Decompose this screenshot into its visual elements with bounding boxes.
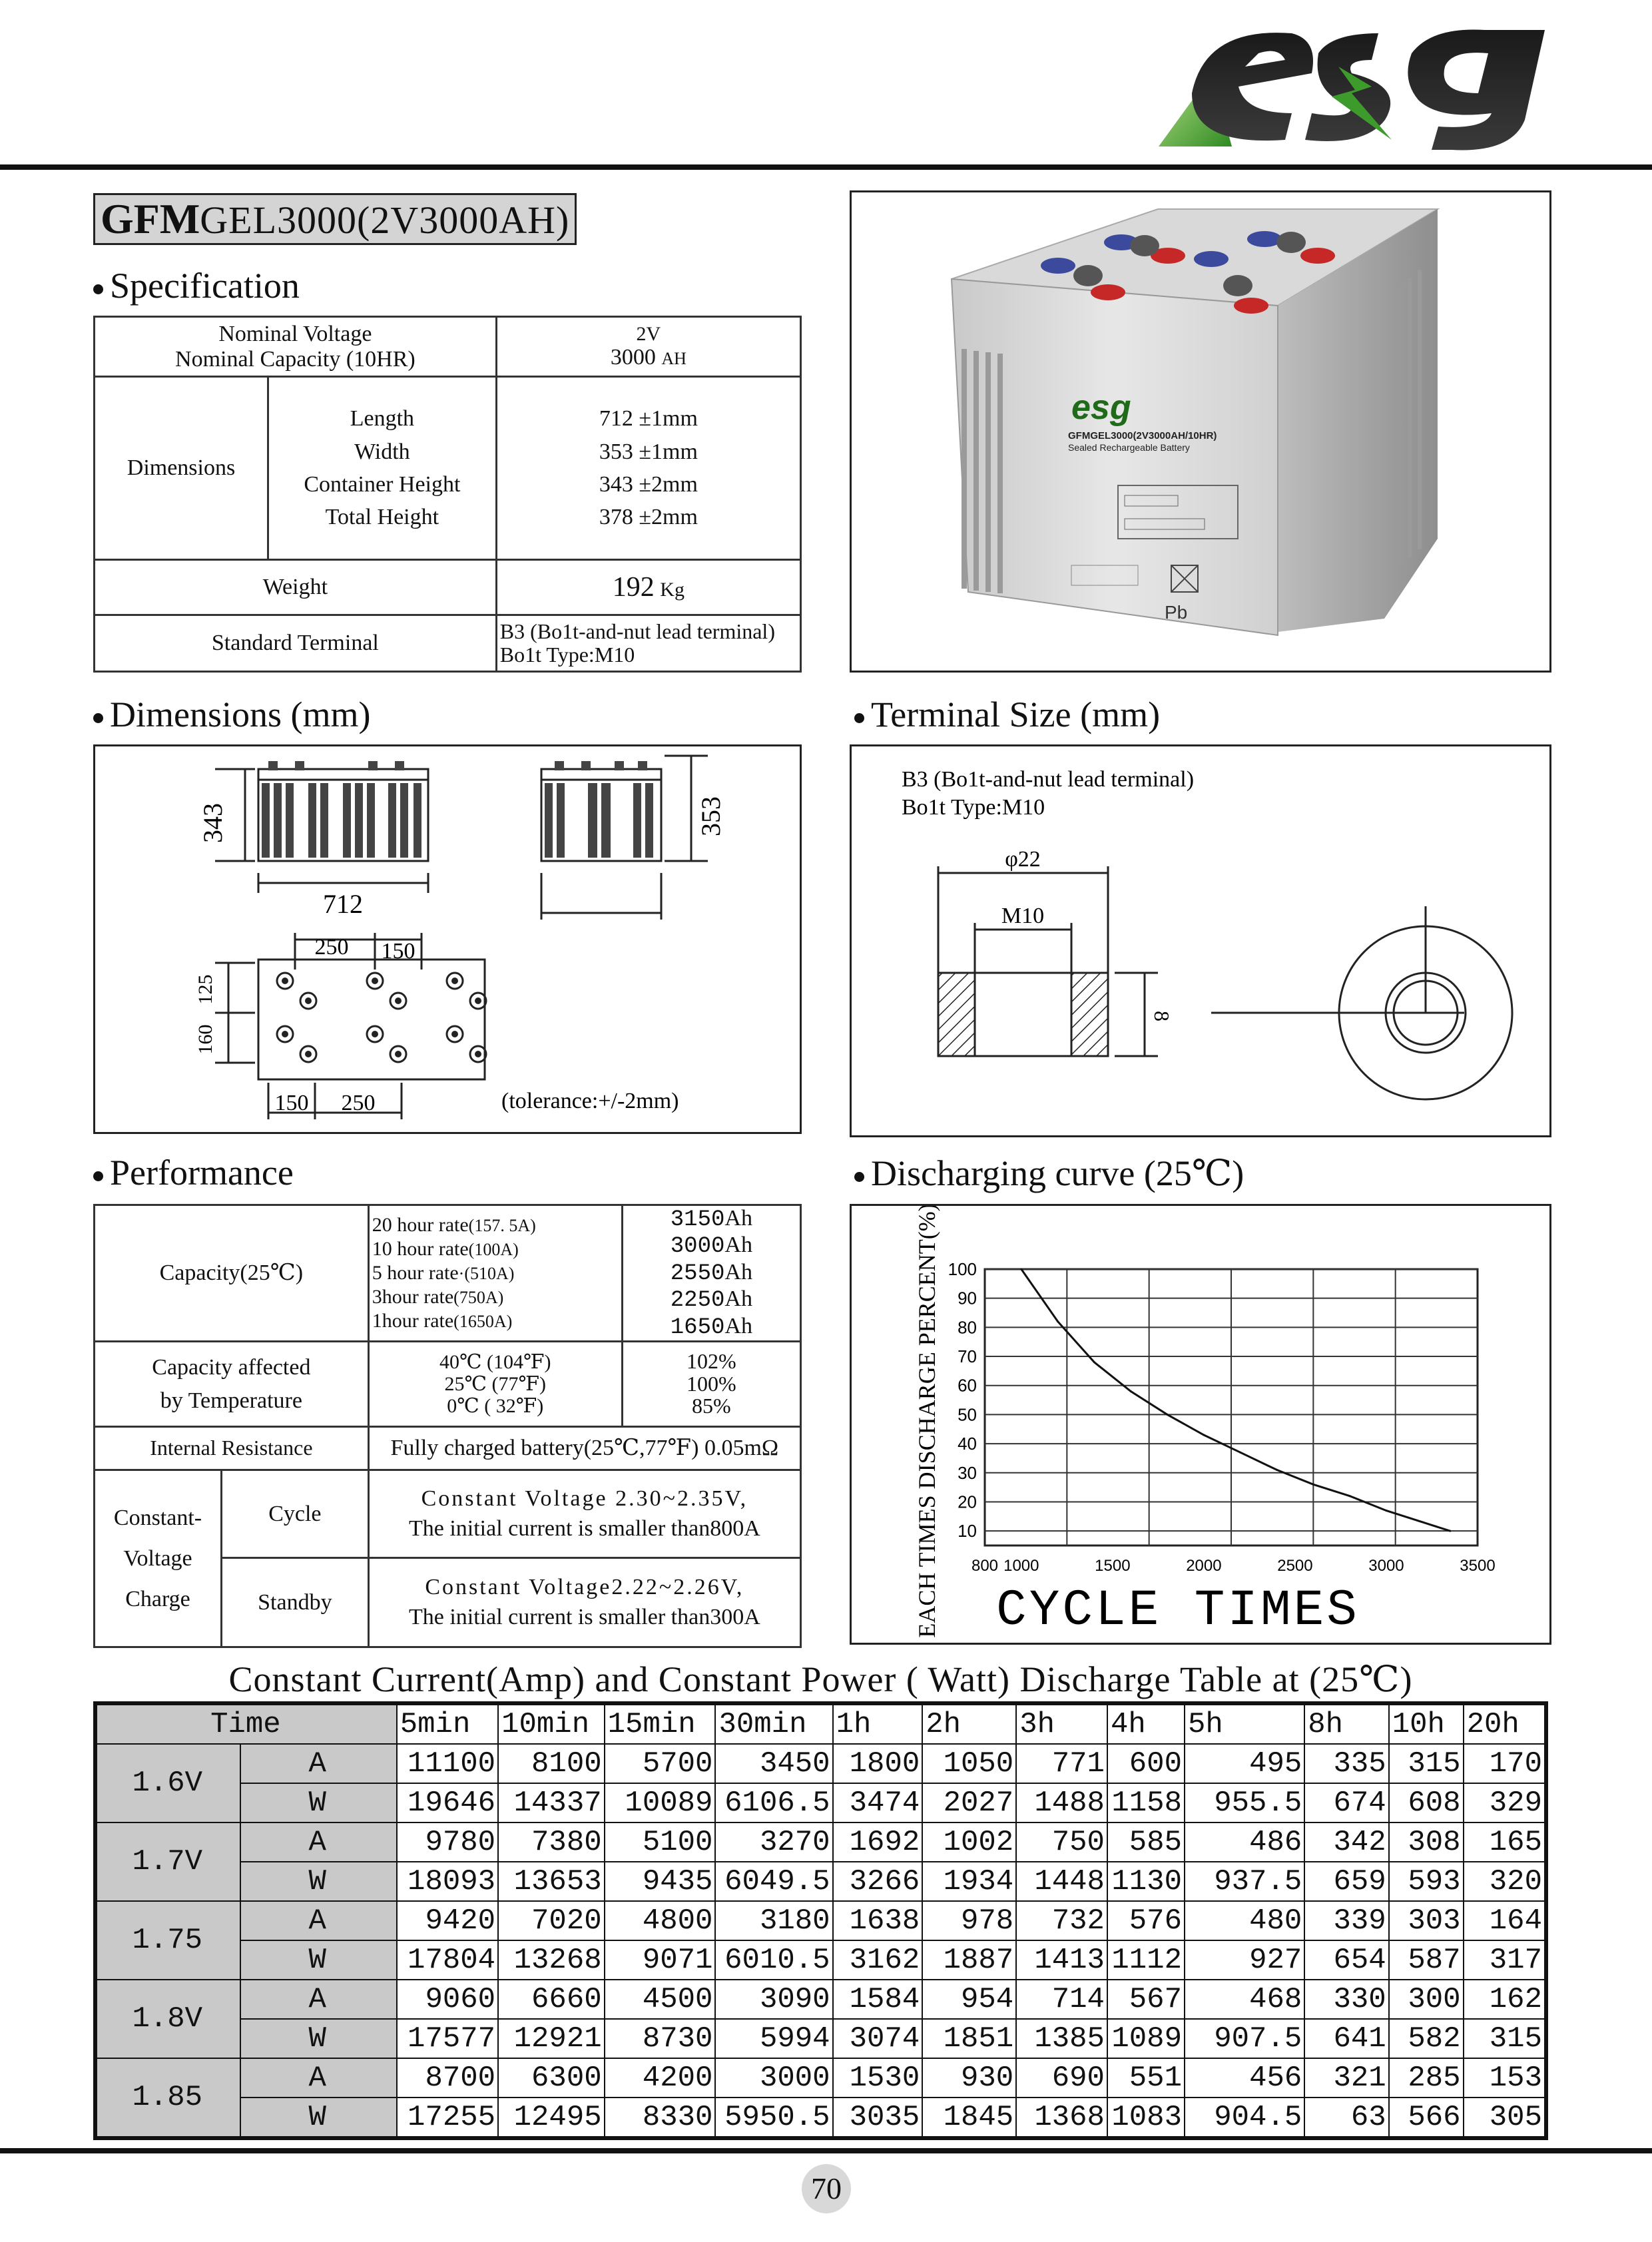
value-cell: 4200 (605, 2058, 716, 2098)
table-row (95, 2098, 1546, 2138)
series-line (1021, 1269, 1450, 1531)
dim-left-a: 125 (194, 974, 216, 1005)
value-cell: 1887 (922, 1940, 1016, 1980)
value-cell: 3180 (715, 1901, 832, 1940)
series-point (1312, 1484, 1314, 1486)
value-cell: 3090 (715, 1980, 832, 2019)
value-cell: 954 (922, 1980, 1016, 2019)
value-cell: 608 (1389, 1783, 1464, 1822)
value-cell: 13653 (498, 1862, 605, 1901)
table-row (95, 1901, 1546, 1940)
terminal-value: B3 (Bo1t-and-nut lead terminal) Bo1t Type:M10 (496, 615, 800, 672)
value-cell: 593 (1389, 1862, 1464, 1901)
value-cell: 937.5 (1185, 1862, 1304, 1901)
table-row (95, 1822, 1546, 1862)
value-cell: 7380 (498, 1822, 605, 1862)
value-cell: 317 (1464, 1940, 1546, 1980)
series-point (1203, 1434, 1205, 1436)
value-cell: 1530 (833, 2058, 923, 2098)
value-cell: 162 (1464, 1980, 1546, 2019)
value-cell: 330 (1304, 1980, 1388, 2019)
table-row (95, 1783, 1546, 1822)
voltage-cell: 1.7V (95, 1822, 240, 1901)
value-cell: 654 (1304, 1940, 1388, 1980)
dimension-names: Length Width Container Height Total Height (268, 377, 497, 560)
value-cell: 6010.5 (715, 1940, 832, 1980)
x-tick-label: 2500 (1277, 1557, 1313, 1575)
y-tick-label: 90 (958, 1288, 977, 1308)
dim-top-a: 250 (314, 935, 349, 960)
time-header: Time (95, 1703, 397, 1744)
value-cell: 1050 (922, 1744, 1016, 1783)
column-header: 4h (1107, 1703, 1185, 1744)
value-cell: 930 (922, 2058, 1016, 2098)
value-cell: 576 (1107, 1901, 1185, 1940)
y-tick-label: 30 (958, 1462, 977, 1483)
value-cell: 5994 (715, 2019, 832, 2058)
column-header: 10min (498, 1703, 605, 1744)
value-cell: 1692 (833, 1822, 923, 1862)
value-cell: 690 (1016, 2058, 1107, 2098)
capacity-label: Capacity(25℃) (95, 1205, 369, 1342)
value-cell: 153 (1464, 2058, 1546, 2098)
series-point (1020, 1268, 1022, 1270)
value-cell: 456 (1185, 2058, 1304, 2098)
voltage-cell: 1.75 (95, 1901, 240, 1980)
value-cell: 5700 (605, 1744, 716, 1783)
unit-cell: A (240, 2058, 397, 2098)
unit-cell: A (240, 1822, 397, 1862)
value-cell: 1089 (1107, 2019, 1185, 2058)
column-header: 5h (1185, 1703, 1304, 1744)
brand-logo (1152, 13, 1551, 153)
column-header: 8h (1304, 1703, 1388, 1744)
terminal-drawing-frame (850, 744, 1551, 1137)
value-cell: 750 (1016, 1822, 1107, 1862)
internal-resistance-label: Internal Resistance (95, 1427, 369, 1470)
value-cell: 335 (1304, 1744, 1388, 1783)
value-cell: 18093 (397, 1862, 498, 1901)
logo-graphic (1152, 13, 1551, 153)
value-cell: 6660 (498, 1980, 605, 2019)
product-photo-frame (850, 190, 1551, 673)
value-cell: 1368 (1016, 2098, 1107, 2138)
column-header: 2h (922, 1703, 1016, 1744)
model-name: GEL3000(2V3000AH) (200, 198, 570, 242)
dim-bottom-b: 250 (341, 1091, 376, 1115)
value-cell: 5950.5 (715, 2098, 832, 2138)
discharge-table-title: Constant Current(Amp) and Constant Power ( Watt) Discharge Table at (25℃) (228, 1659, 1413, 1699)
terminal-label: Standard Terminal (95, 615, 497, 672)
value-cell: 3474 (833, 1783, 923, 1822)
y-tick-label: 40 (958, 1434, 977, 1454)
value-cell: 5100 (605, 1822, 716, 1862)
value-cell: 582 (1389, 2019, 1464, 2058)
value-cell: 303 (1389, 1901, 1464, 1940)
value-cell: 7020 (498, 1901, 605, 1940)
value-cell: 3270 (715, 1822, 832, 1862)
value-cell: 486 (1185, 1822, 1304, 1862)
series-point (1276, 1469, 1278, 1471)
dim-left-b: 160 (194, 1024, 216, 1055)
curve-chart-frame (850, 1204, 1551, 1645)
voltage-cell: 1.85 (95, 2058, 240, 2138)
capacity-values: 3150Ah 3000Ah 2550Ah 2250Ah 1650Ah (622, 1205, 800, 1342)
specification-table (93, 316, 802, 673)
y-tick-label: 60 (958, 1375, 977, 1396)
value-cell: 315 (1464, 2019, 1546, 2058)
constant-voltage-label: Constant- Voltage Charge (95, 1470, 222, 1647)
table-row (95, 1980, 1546, 2019)
value-cell: 165 (1464, 1822, 1546, 1862)
value-cell: 329 (1464, 1783, 1546, 1822)
column-header: 10h (1389, 1703, 1464, 1744)
value-cell: 3266 (833, 1862, 923, 1901)
standby-value: Constant Voltage2.22~2.26V, The initial current is smaller than300A (368, 1558, 800, 1647)
table-row (95, 1940, 1546, 1980)
value-cell: 904.5 (1185, 2098, 1304, 2138)
value-cell: 1158 (1107, 1783, 1185, 1822)
value-cell: 63 (1304, 2098, 1388, 2138)
value-cell: 8700 (397, 2058, 498, 2098)
value-cell: 566 (1389, 2098, 1464, 2138)
value-cell: 10089 (605, 1783, 716, 1822)
dim-bottom-a: 150 (274, 1091, 309, 1115)
value-cell: 567 (1107, 1980, 1185, 2019)
y-tick-label: 50 (958, 1404, 977, 1425)
page-number: 70 (802, 2164, 851, 2213)
value-cell: 3000 (715, 2058, 832, 2098)
value-cell: 300 (1389, 1980, 1464, 2019)
value-cell: 14337 (498, 1783, 605, 1822)
terminal-diameter: φ22 (1005, 847, 1041, 872)
value-cell: 8330 (605, 2098, 716, 2138)
value-cell: 342 (1304, 1822, 1388, 1862)
value-cell: 659 (1304, 1862, 1388, 1901)
terminal-depth: 8 (1150, 1011, 1174, 1021)
value-cell: 3162 (833, 1940, 923, 1980)
value-cell: 1845 (922, 2098, 1016, 2138)
series-point (1057, 1320, 1059, 1322)
value-cell: 4800 (605, 1901, 716, 1940)
column-header: 20h (1464, 1703, 1546, 1744)
value-cell: 9435 (605, 1862, 716, 1901)
terminal-drawing (852, 746, 1549, 1135)
column-header: 3h (1016, 1703, 1107, 1744)
y-tick-label: 70 (958, 1346, 977, 1367)
model-prefix: GFM (101, 195, 200, 242)
value-cell: 907.5 (1185, 2019, 1304, 2058)
value-cell: 1448 (1016, 1862, 1107, 1901)
value-cell: 8100 (498, 1744, 605, 1783)
value-cell: 17577 (397, 2019, 498, 2058)
value-cell: 17804 (397, 1940, 498, 1980)
table-row (95, 2019, 1546, 2058)
y-tick-label: 80 (958, 1317, 977, 1338)
unit-cell: W (240, 1862, 397, 1901)
value-cell: 1112 (1107, 1940, 1185, 1980)
value-cell: 315 (1389, 1744, 1464, 1783)
performance-heading: Performance (93, 1152, 294, 1193)
column-header: 1h (833, 1703, 923, 1744)
series-point (1422, 1522, 1424, 1524)
dimension-values: 712 ±1mm 353 ±1mm 343 ±2mm 378 ±2mm (496, 377, 800, 560)
value-cell: 9071 (605, 1940, 716, 1980)
unit-cell: W (240, 1783, 397, 1822)
x-tick-label: 2000 (1186, 1557, 1222, 1575)
dim-front-height: 343 (198, 803, 228, 843)
temperature-values: 102% 100% 85% (622, 1342, 800, 1427)
value-cell: 321 (1304, 2058, 1388, 2098)
unit-cell: A (240, 1980, 397, 2019)
dimensions-drawing-frame (93, 744, 802, 1134)
value-cell: 6049.5 (715, 1862, 832, 1901)
photo-label-sub: Sealed Rechargeable Battery (1068, 442, 1190, 453)
terminal-thread: M10 (1001, 904, 1045, 928)
series-point (1449, 1530, 1451, 1532)
column-header: 5min (397, 1703, 498, 1744)
value-cell: 955.5 (1185, 1783, 1304, 1822)
terminal-line1: B3 (Bo1t-and-nut lead terminal) (902, 767, 1195, 792)
value-cell: 1800 (833, 1744, 923, 1783)
discharge-table (93, 1701, 1548, 2140)
column-header: 30min (715, 1703, 832, 1744)
value-cell: 9060 (397, 1980, 498, 2019)
dimensions-heading: Dimensions (mm) (93, 694, 370, 735)
dimensions-label: Dimensions (95, 377, 268, 560)
series-point (1130, 1390, 1132, 1392)
x-tick-label: 1000 (1003, 1557, 1039, 1575)
value-cell: 585 (1107, 1822, 1185, 1862)
series-point (1239, 1452, 1241, 1454)
table-row (95, 1862, 1546, 1901)
value-cell: 17255 (397, 2098, 498, 2138)
value-cell: 305 (1464, 2098, 1546, 2138)
curve-heading: Discharging curve (25℃) (854, 1152, 1244, 1194)
series-point (1385, 1510, 1387, 1512)
y-tick-label: 100 (948, 1259, 977, 1279)
value-cell: 3450 (715, 1744, 832, 1783)
value-cell: 771 (1016, 1744, 1107, 1783)
photo-label-model: GFMGEL3000(2V3000AH/10HR) (1068, 430, 1217, 441)
value-cell: 12495 (498, 2098, 605, 2138)
value-cell: 674 (1304, 1783, 1388, 1822)
unit-cell: W (240, 1940, 397, 1980)
voltage-cell: 1.6V (95, 1744, 240, 1822)
value-cell: 1413 (1016, 1940, 1107, 1980)
x-tick-label: 3500 (1460, 1557, 1496, 1575)
value-cell: 9420 (397, 1901, 498, 1940)
model-title (93, 193, 577, 245)
value-cell: 170 (1464, 1744, 1546, 1783)
standby-label: Standby (222, 1558, 369, 1647)
terminal-heading: Terminal Size (mm) (854, 694, 1160, 735)
value-cell: 1083 (1107, 2098, 1185, 2138)
dim-top-b: 150 (381, 939, 415, 964)
value-cell: 1130 (1107, 1862, 1185, 1901)
value-cell: 551 (1107, 2058, 1185, 2098)
value-cell: 1584 (833, 1980, 923, 2019)
value-cell: 641 (1304, 2019, 1388, 2058)
y-axis-label: EACH TIMES DISCHARGE PERCENT(%) (914, 1206, 940, 1638)
value-cell: 339 (1304, 1901, 1388, 1940)
unit-cell: A (240, 1744, 397, 1783)
value-cell: 714 (1016, 1980, 1107, 2019)
value-cell: 1638 (833, 1901, 923, 1940)
value-cell: 8730 (605, 2019, 716, 2058)
series-point (1167, 1414, 1169, 1416)
footer-rule (0, 2148, 1652, 2153)
value-cell: 1002 (922, 1822, 1016, 1862)
value-cell: 12921 (498, 2019, 605, 2058)
dim-tolerance: (tolerance:+/-2mm) (501, 1089, 679, 1113)
value-cell: 600 (1107, 1744, 1185, 1783)
cycle-label: Cycle (222, 1470, 369, 1558)
value-cell: 320 (1464, 1862, 1546, 1901)
value-cell: 19646 (397, 1783, 498, 1822)
value-cell: 13268 (498, 1940, 605, 1980)
value-cell: 732 (1016, 1901, 1107, 1940)
svg-text:esg: esg (1071, 388, 1131, 427)
value-cell: 6106.5 (715, 1783, 832, 1822)
value-cell: 927 (1185, 1940, 1304, 1980)
value-cell: 587 (1389, 1940, 1464, 1980)
unit-cell: W (240, 2019, 397, 2058)
capacity-rates: 20 hour rate(157. 5A) 10 hour rate(100A) 5 hour rate·(510A) 3hour rate(750A) 1hour rate(1650A) (368, 1205, 622, 1342)
value-cell: 285 (1389, 2058, 1464, 2098)
value-cell: 978 (922, 1901, 1016, 1940)
series-point (1093, 1361, 1095, 1363)
value-cell: 480 (1185, 1901, 1304, 1940)
weight-value: 192 Kg (496, 560, 800, 615)
dimensions-drawing (95, 746, 800, 1132)
temperature-label: Capacity affected by Temperature (95, 1342, 369, 1427)
specification-heading: Specification (93, 265, 300, 306)
value-cell: 1385 (1016, 2019, 1107, 2058)
discharge-curve-chart (852, 1206, 1549, 1643)
voltage-cell: 1.8V (95, 1980, 240, 2058)
value-cell: 6300 (498, 2058, 605, 2098)
x-tick-label: 1500 (1095, 1557, 1131, 1575)
value-cell: 1851 (922, 2019, 1016, 2058)
value-cell: 495 (1185, 1744, 1304, 1783)
nominal-labels: Nominal Voltage Nominal Capacity (10HR) (95, 317, 497, 377)
y-tick-label: 20 (958, 1492, 977, 1512)
weight-label: Weight (95, 560, 497, 615)
table-row (95, 2058, 1546, 2098)
value-cell: 4500 (605, 1980, 716, 2019)
value-cell: 164 (1464, 1901, 1546, 1940)
table-row (95, 1744, 1546, 1783)
value-cell: 3074 (833, 2019, 923, 2058)
value-cell: 2027 (922, 1783, 1016, 1822)
unit-cell: W (240, 2098, 397, 2138)
x-tick-label: 3000 (1368, 1557, 1404, 1575)
photo-label-pb: Pb (1165, 602, 1188, 623)
value-cell: 1934 (922, 1862, 1016, 1901)
temperature-conditions: 40℃ (104℉) 25℃ (77℉) 0℃ ( 32℉) (368, 1342, 622, 1427)
x-axis-label: CYCLE TIMES (996, 1582, 1360, 1639)
value-cell: 1488 (1016, 1783, 1107, 1822)
dim-front-length: 712 (323, 889, 363, 919)
cycle-value: Constant Voltage 2.30~2.35V, The initial current is smaller than800A (368, 1470, 800, 1558)
terminal-line2: Bo1t Type:M10 (902, 795, 1045, 820)
series-point (1349, 1495, 1351, 1497)
performance-table (93, 1204, 802, 1648)
unit-cell: A (240, 1901, 397, 1940)
value-cell: 11100 (397, 1744, 498, 1783)
dim-side-height: 353 (696, 796, 726, 836)
y-tick-label: 10 (958, 1521, 977, 1541)
header-rule (0, 164, 1652, 170)
column-header: 15min (605, 1703, 716, 1744)
value-cell: 9780 (397, 1822, 498, 1862)
battery-photo (852, 192, 1549, 671)
value-cell: 308 (1389, 1822, 1464, 1862)
x-tick-label: 800 (971, 1557, 999, 1575)
internal-resistance-value: Fully charged battery(25℃,77℉) 0.05mΩ (368, 1427, 800, 1470)
value-cell: 3035 (833, 2098, 923, 2138)
nominal-values: 2V 3000 AH (496, 317, 800, 377)
value-cell: 468 (1185, 1980, 1304, 2019)
